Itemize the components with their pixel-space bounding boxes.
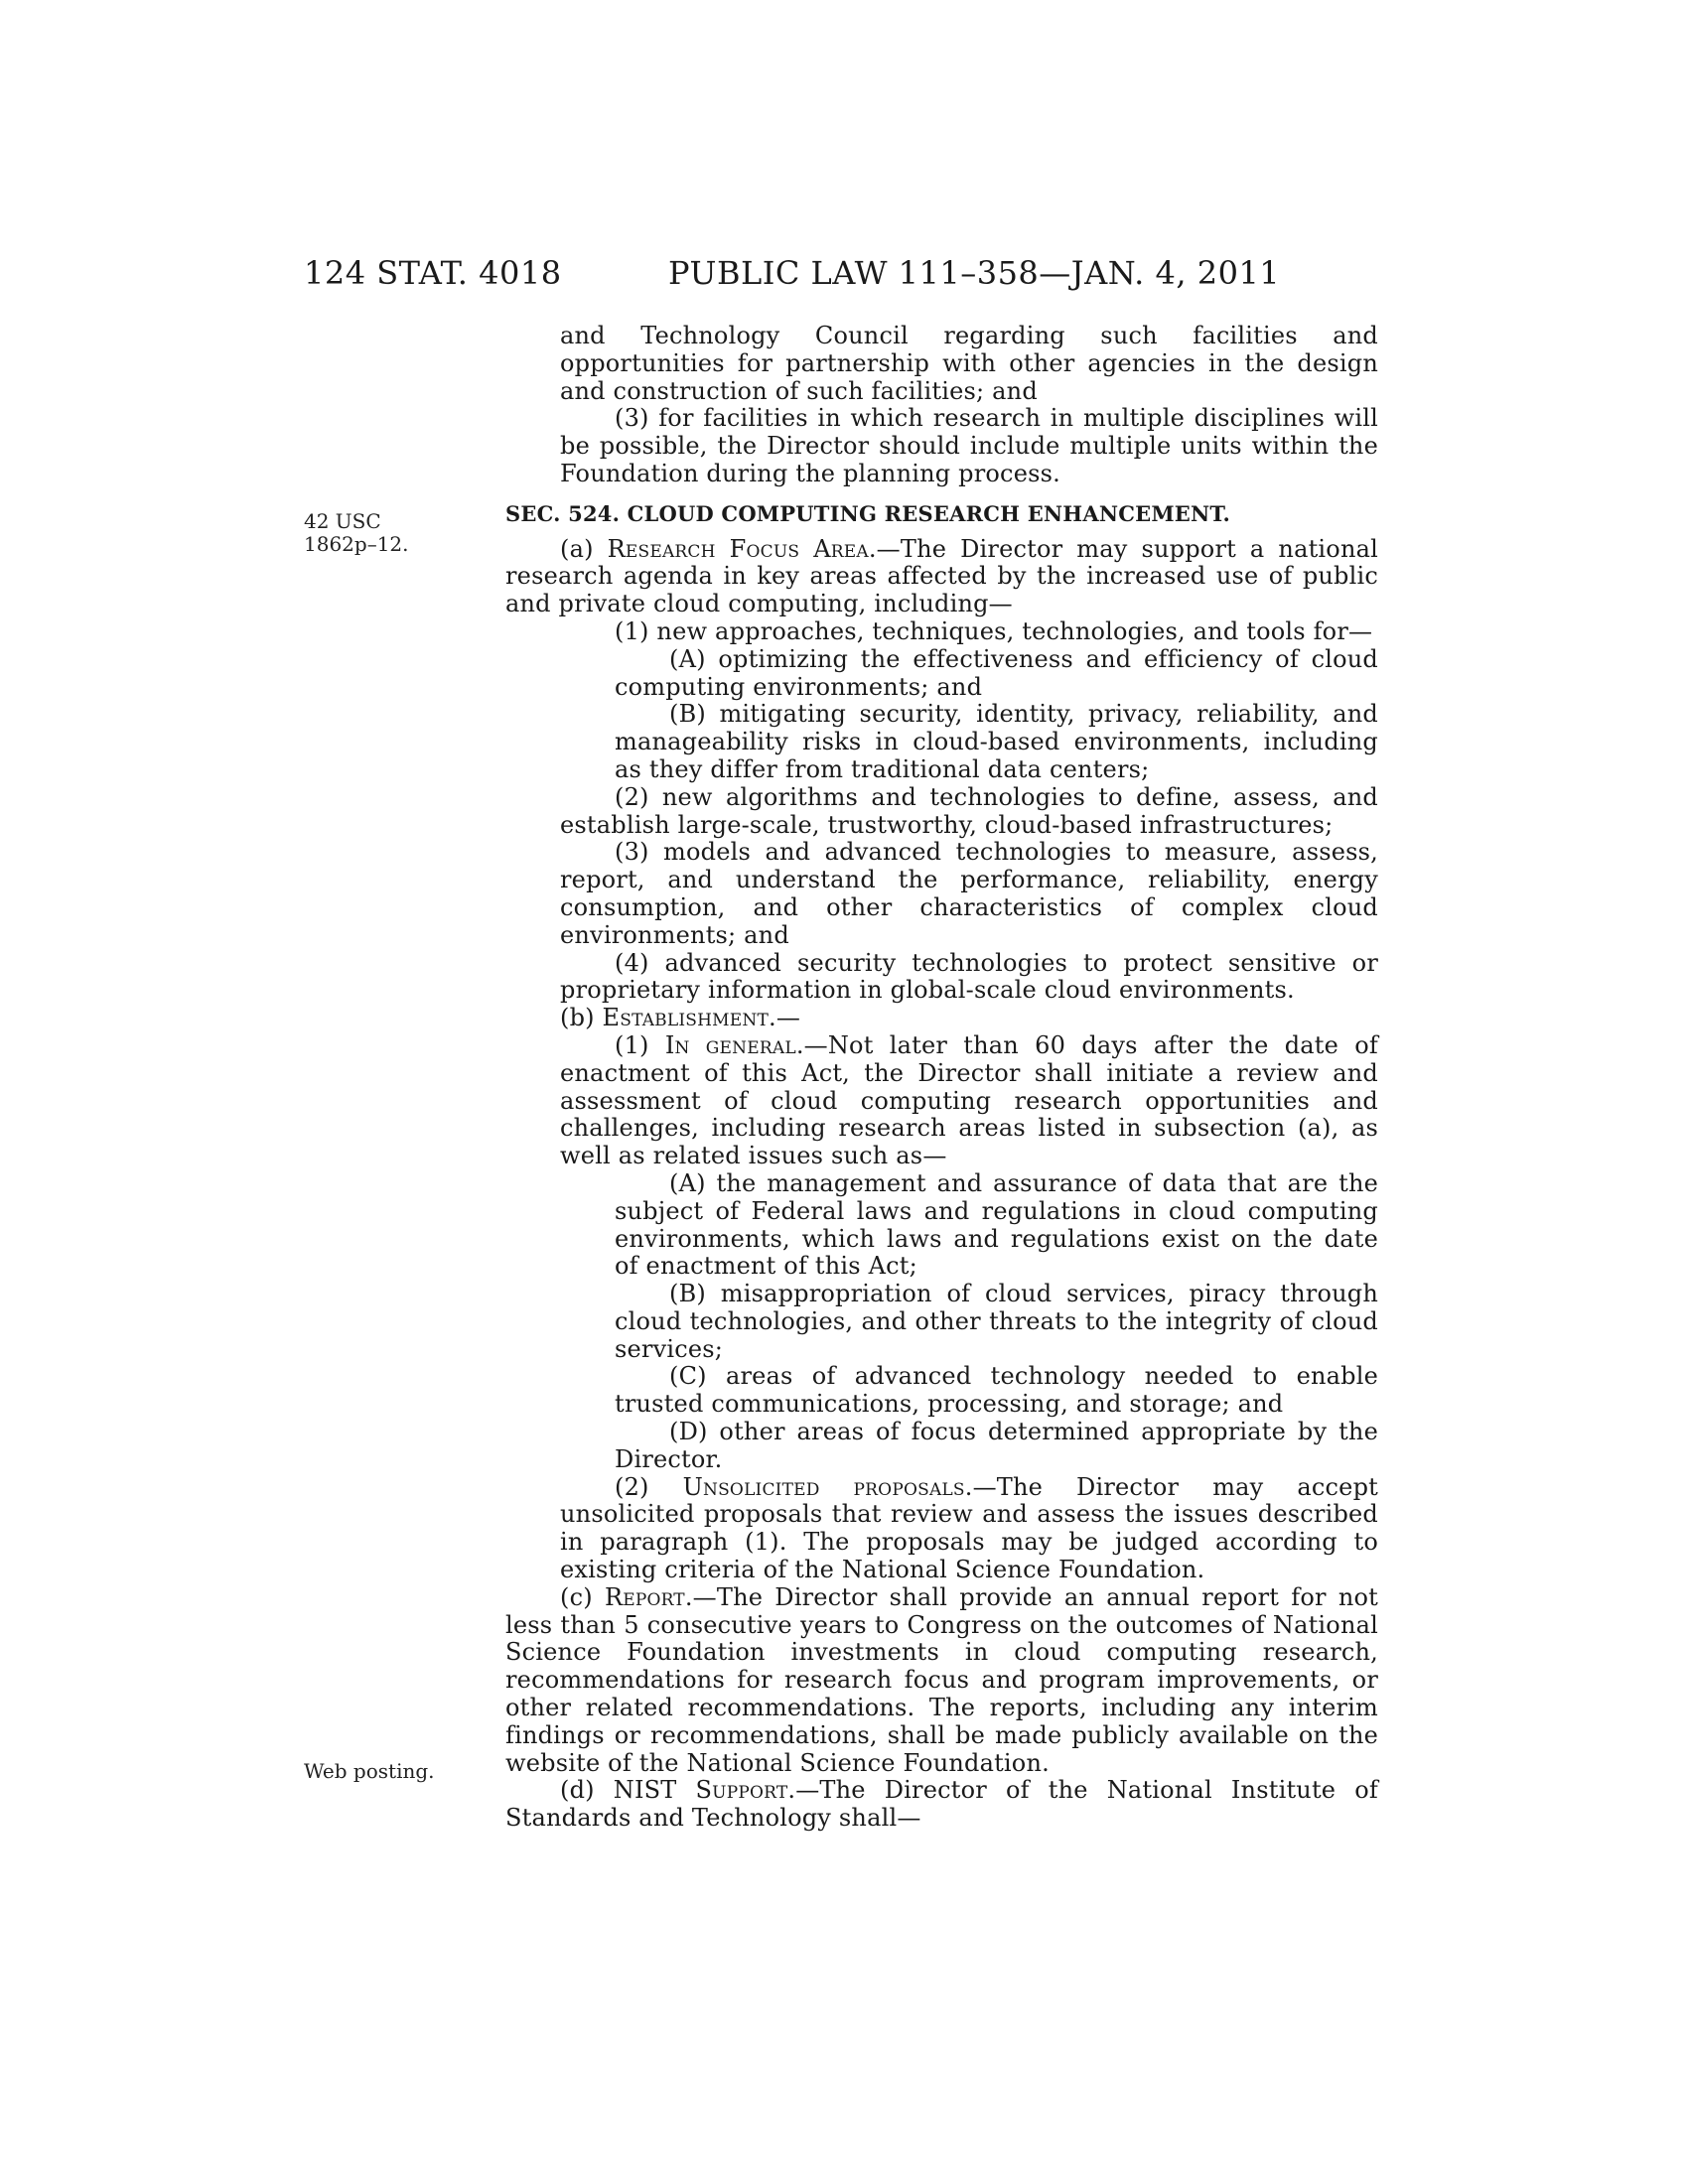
paragraph-b1-heading: In general — [664, 1030, 796, 1059]
subparagraph-a1B: (B) mitigating security, identity, privacy, reliability, and manageability risks in cloud-based environments, including as they differ from traditional data centers; — [615, 700, 1378, 783]
subsection-b-text: .— — [768, 1004, 801, 1032]
subsection-d-label: (d) NIST — [560, 1776, 696, 1805]
paragraph-b1-label: (1) — [615, 1030, 665, 1059]
subsection-a-label: (a) — [560, 534, 608, 563]
margin-note-web-posting: Web posting. — [304, 1759, 435, 1783]
paragraph-item-3: (3) for facilities in which research in multiple disciplines will be possible, the Director should include multiple units within the Foundation during the planning process. — [560, 404, 1378, 487]
margin-note-usc — [304, 510, 409, 556]
subparagraph-b1C: (C) areas of advanced technology needed to enable trusted communications, processing, and storage; and — [615, 1362, 1378, 1419]
subsection-c — [505, 1584, 1378, 1778]
subsection-a-heading: Research Focus Area — [607, 534, 869, 563]
paragraph-b1 — [505, 1032, 1378, 1170]
paragraph-continuation: and Technology Council regarding such facilities and opportunities for partnership with other agencies in the design and construction of such facilities; and — [560, 322, 1378, 405]
subsection-c-label: (c) — [560, 1582, 605, 1611]
paragraph-b1-text: .—Not later than 60 days after the date of enactment of this Act, the Director shall initiate a review and assessment of cloud computing research opportunities and challenges, including research areas listed in subsection (a), as well as related issues such as— — [560, 1030, 1378, 1170]
subsection-d — [505, 1777, 1378, 1833]
paragraph-a3: (3) models and advanced technologies to measure, assess, report, and understand the performance, reliability, energy consumption, and other characteristics of complex cloud environments; and — [560, 838, 1378, 949]
body-text — [505, 323, 1378, 1833]
paragraph-a4: (4) advanced security technologies to protect sensitive or proprietary information in global-scale cloud environments. — [560, 948, 1378, 1005]
subsection-b-heading: Establishment — [602, 1004, 769, 1032]
margin-note-usc-line1: 42 USC — [304, 509, 381, 533]
paragraph-b2-text: .—The Director may accept unsolicited proposals that review and assess the issues described in paragraph (1). The proposals may be judged according to existing criteria of the National Science Foundation. — [560, 1472, 1378, 1584]
subsection-d-text: .—The Director of the National Institute of Standards and Technology shall— — [505, 1776, 1378, 1833]
subsection-c-heading: Report — [604, 1582, 685, 1611]
subparagraph-b1A: (A) the management and assurance of data that are the subject of Federal laws and regulations in cloud computing environments, which laws and regulations exist on the date of enactment of this Act; — [615, 1168, 1378, 1281]
subsection-c-text: .—The Director shall provide an annual report for not less than 5 consecutive years to Congress on the outcomes of National Science Foundation investments in cloud computing research, recommendations for research focus and program improvements, or other related recommendations. The reports, including any interim findings or recommendations, shall be made publicly available on the website of the National Science Foundation. — [505, 1582, 1378, 1777]
subsection-b-label: (b) — [560, 1004, 603, 1032]
running-header: PUBLIC LAW 111–358—JAN. 4, 2011 — [668, 254, 1281, 292]
page-stat-number: 124 STAT. 4018 — [304, 254, 562, 292]
paragraph-b2-label: (2) — [615, 1472, 683, 1501]
section-heading: SEC. 524. CLOUD COMPUTING RESEARCH ENHANCEMENT. — [505, 500, 1231, 526]
subsection-a-text: .—The Director may support a national research agenda in key areas affected by the increased use of public and private cloud computing, including— — [505, 534, 1378, 618]
paragraph-b2 — [505, 1474, 1378, 1584]
subsection-b — [505, 1005, 1378, 1032]
paragraph-a1: (1) new approaches, techniques, technologies, and tools for— — [615, 616, 1373, 645]
margin-note-usc-line2: 1862p–12. — [304, 532, 409, 556]
subparagraph-b1B: (B) misappropriation of cloud services, piracy through cloud technologies, and other threats to the integrity of cloud services; — [615, 1280, 1378, 1363]
subparagraph-b1D: (D) other areas of focus determined appropriate by the Director. — [615, 1418, 1378, 1473]
subparagraph-a1A: (A) optimizing the effectiveness and efficiency of cloud computing environments; and — [615, 644, 1378, 701]
paragraph-a2: (2) new algorithms and technologies to define, assess, and establish large-scale, trustworthy, cloud-based infrastructures; — [560, 782, 1378, 839]
subsection-d-heading: Support — [695, 1776, 788, 1805]
paragraph-b2-heading: Unsolicited proposals — [682, 1472, 965, 1501]
subsection-a — [505, 536, 1378, 618]
